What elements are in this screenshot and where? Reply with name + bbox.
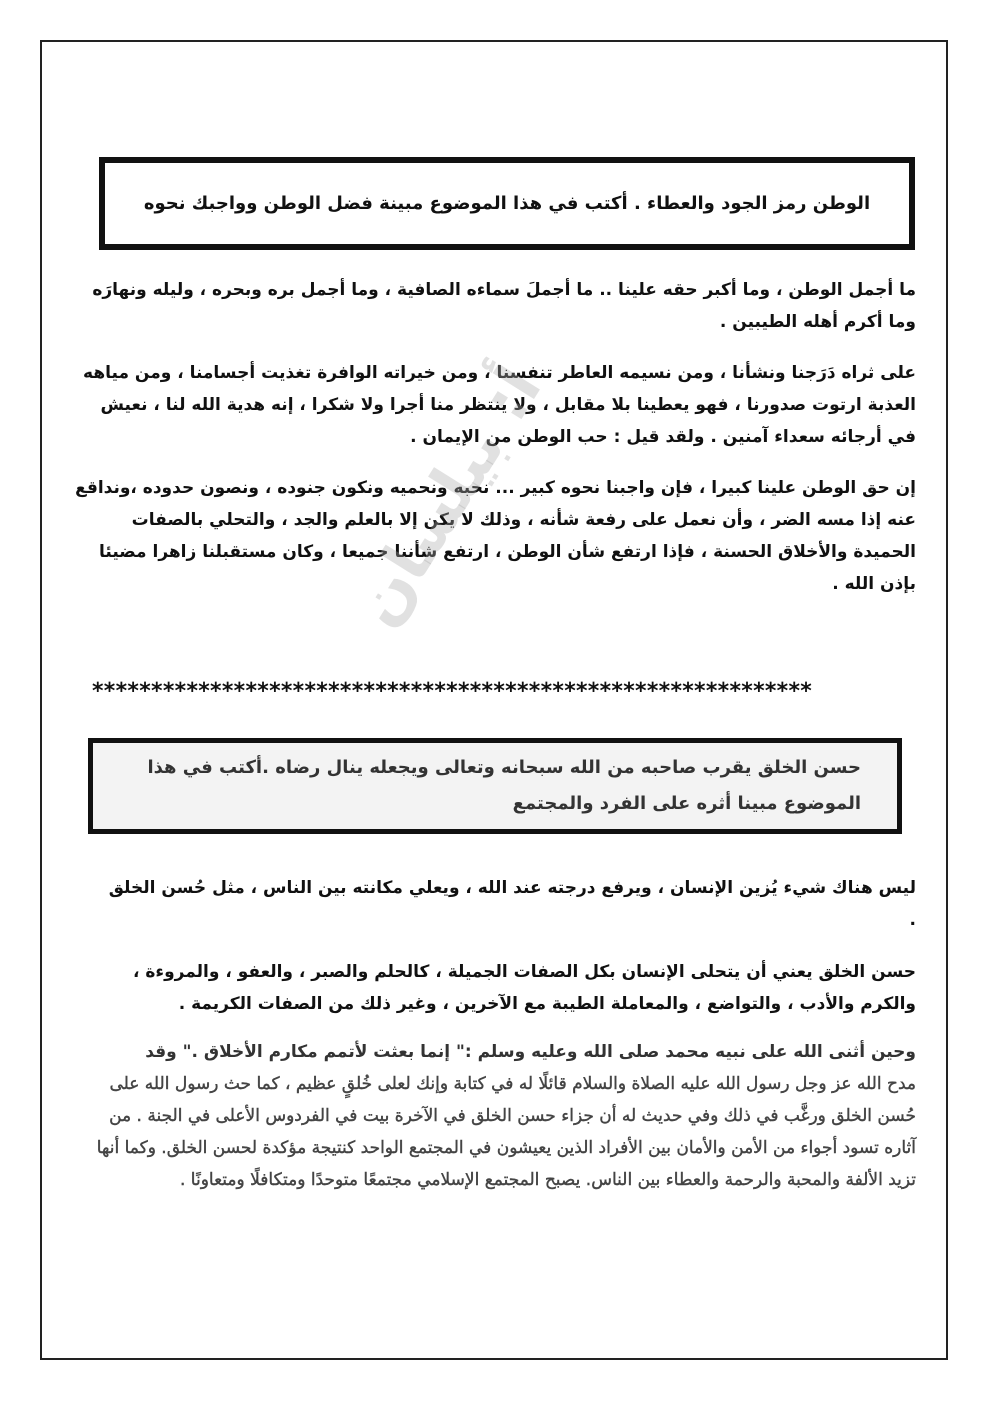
topic-2-box bbox=[88, 738, 902, 834]
watermark: أ: بيلسان bbox=[340, 354, 557, 640]
essay-2-paragraph-2: حسن الخلق يعني أن يتحلى الإنسان بكل الصفات الجميلة ، كالحلم والصبر ، والعفو ، والمروءة ، والكرم والأدب ، والتواضع ، والمعاملة الطيبة مع الآخرين ، وغير ذلك من الصفات الكريمة . bbox=[132, 962, 916, 1014]
essay-1-paragraph-1: ما أجمل الوطن ، وما أكبر حقه علينا .. ما أجملَ سماءه الصافية ، وما أجمل بره وبحره ، وليله ونهارَه وما أكرم أهله الطيبين . bbox=[92, 280, 916, 332]
essay-2-paragraph-4: مدح الله عز وجل رسول الله عليه الصلاة والسلام قائلًا له في كتابة وإنك لعلى خُلقٍ عظيم ، كما حث رسول الله على حُسن الخلق ورغَّب في ذلك وفي حديث له أن جزاء حسن الخلق في الآخرة بيت في الفردوس الأعلى في الجنة . من آثاره تسود أجواء من الأمن والأمان بين الأفراد الذين يعيشون في المجتمع الواحد كنتيجة مؤكدة لحسن الخلق. وكما أنها تزيد الألفة والمحبة والرحمة والعطاء بين الناس. يصبح المجتمع الإسلامي مجتمعًا متوحدًا ومتكافلًا ومتعاونًا . bbox=[96, 1074, 916, 1190]
topic-2-prompt: حسن الخلق يقرب صاحبه من الله سبحانه وتعالى ويجعله ينال رضاه .أكتب في هذا الموضوع مبينا أثره على الفرد والمجتمع bbox=[147, 757, 861, 814]
section-divider: ************************************************************* bbox=[92, 679, 813, 704]
essay-2-paragraph-1: ليس هناك شيء يُزين الإنسان ، ويرفع درجته عند الله ، ويعلي مكانته بين الناس ، مثل حُسن الخلق . bbox=[108, 878, 916, 930]
topic-1-prompt: الوطن رمز الجود والعطاء . أكتب في هذا الموضوع مبينة فضل الوطن وواجبك نحوه bbox=[143, 193, 871, 214]
topic-1-box bbox=[99, 157, 915, 250]
essay-1-paragraph-3: إن حق الوطن علينا كبيرا ، فإن واجبنا نحوه كبير ... نحبه ونحميه ونكون جنوده ، ونصون حدوده ،ونداقع عنه إذا مسه الضر ، وأن نعمل على رفعة شأنه ، وذلك لا يكن إلا بالعلم والجد ، والتحلي بالصفات الحميدة والأخلاق الحسنة ، فإذا ارتفع شأن الوطن ، ارتفع شأننا جميعا ، وكان مستقبلنا زاهرا مضيئا بإذن الله . bbox=[75, 478, 916, 594]
essay-1-paragraph-2: على ثراه دَرَجنا ونشأنا ، ومن نسيمه العاطر تنفسنا ، ومن خيراته الوافرة تغذيت أجسامنا ، ومن مياهه العذبة ارتوت صدورنا ، فهو يعطينا بلا مقابل ، ولا ينتظر منا أجرا ولا شكرا ، إنه هدية الله لنا ، نعيش في أرجائه سعداء آمنين . ولقد قيل : حب الوطن من الإيمان . bbox=[83, 363, 916, 447]
essay-2-paragraph-3: وحين أثنى الله على نبيه محمد صلى الله وعليه وسلم :" إنما بعثت لأتمم مكارم الأخلاق ." وقد bbox=[145, 1042, 916, 1062]
